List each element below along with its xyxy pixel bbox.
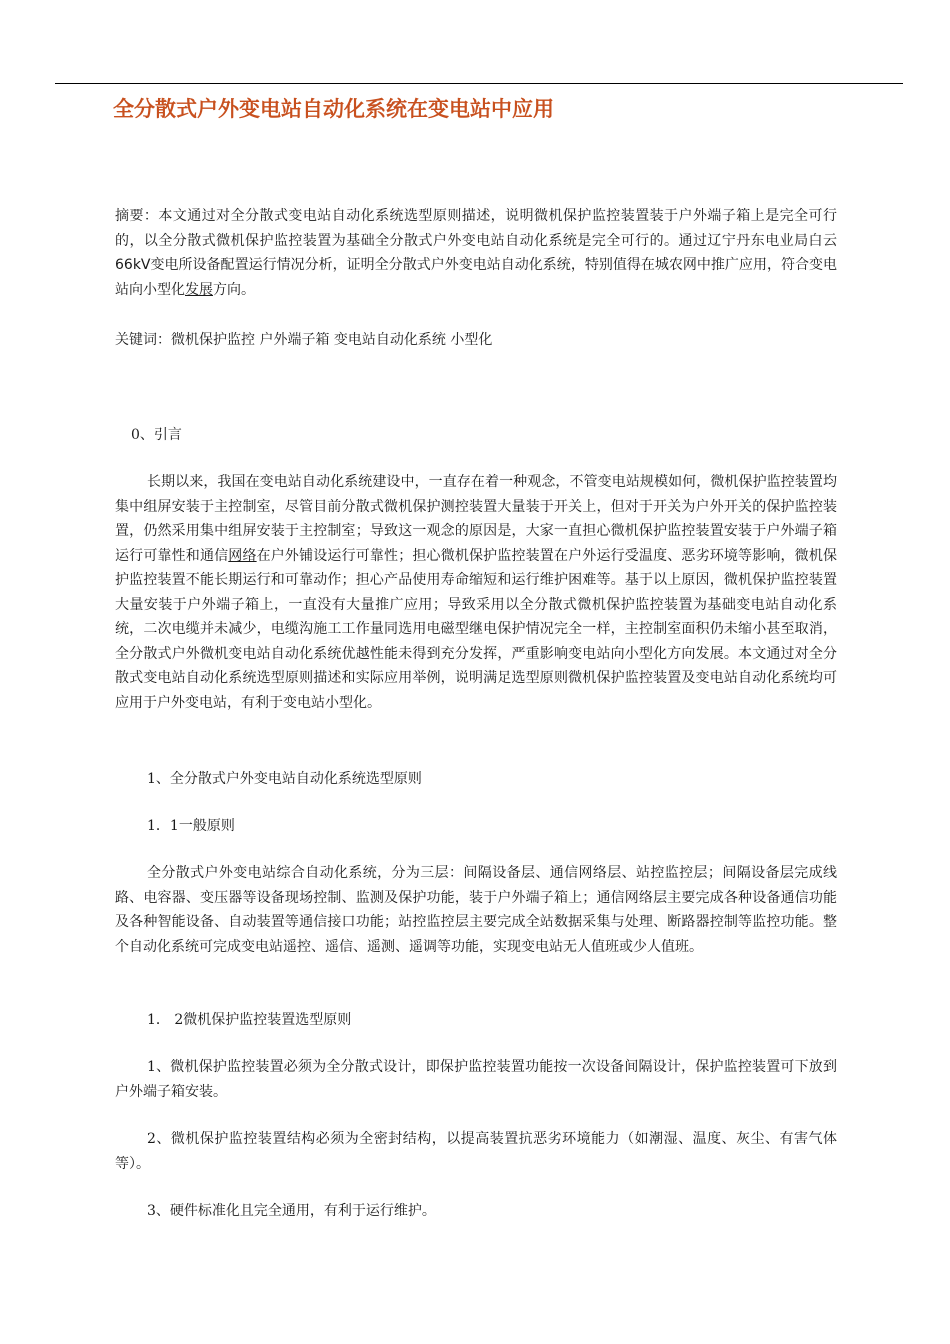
article-title: 全分散式户外变电站自动化系统在变电站中应用 bbox=[113, 97, 554, 121]
section-1-1-paragraph: 全分散式户外变电站综合自动化系统，分为三层：间隔设备层、通信网络层、站控监控层；间隔设备层完成线路、电容器、变压器等设备现场控制、监测及保护功能，装于户外端子箱上；通信网络层主要完成各种设备通信功能及各种智能设备、自动装置等通信接口功能；站控监控层主要完成全站数据采集与处理、断路器控制等监控功能。整个自动化系统可完成变电站遥控、遥信、遥测、遥调等功能，实现变电站无人值班或少人值班。 bbox=[115, 865, 837, 955]
abstract-paragraph bbox=[115, 204, 837, 302]
rule-2-paragraph: 2、微机保护监控装置结构必须为全密封结构，以提高装置抗恶劣环境能力（如潮湿、温度、灰尘、有害气体等）。 bbox=[115, 1131, 837, 1172]
abstract-text-start: 摘要：本文通过对全分散式变电站自动化系统选型原则描述，说明微机保护监控装置装于户外端子箱上是完全可行的，以全分散式微机保护监控装置为基础全分散式户外变电站自动化系统是完全可行的。通过辽宁丹东电业局白云 bbox=[115, 208, 837, 249]
rule-3-paragraph: 3、硬件标准化且完全通用，有利于运行维护。 bbox=[147, 1203, 436, 1219]
rule-1-paragraph: 1、微机保护监控装置必须为全分散式设计，即保护监控装置功能按一次设备间隔设计，保护监控装置可下放到户外端子箱安装。 bbox=[115, 1059, 837, 1100]
section-1-heading: 1、全分散式户外变电站自动化系统选型原则 bbox=[147, 771, 422, 787]
intro-paragraph bbox=[115, 470, 837, 715]
abstract-voltage: 66kV bbox=[115, 257, 151, 273]
intro-heading: 0、引言 bbox=[131, 427, 182, 443]
section-1-1-heading: 1．1一般原则 bbox=[147, 818, 235, 834]
intro-text-start: 长期以来，我国在变电站自动化系统建设中，一直存在着一种观念，不管变电站规模如何，微机保护监控装置均集中组屏安装于主控制室，尽管目前分散式微机保护测控装置大量装于开关上，但对于开关为户外开关的保护监控装置，仍然采用集中组屏安装于主控制室；导致这一观念的原因是，大家一直担心微机保护监控装置安装于户外端子箱运行可靠性和通信 bbox=[115, 474, 837, 564]
abstract-text-end: 方向。 bbox=[213, 281, 255, 298]
section-1-2-heading: 1． 2微机保护监控装置选型原则 bbox=[147, 1012, 352, 1028]
header-rule bbox=[55, 83, 903, 84]
abstract-text-middle: 变电所设备配置运行情况分析，证明全分散式户外变电站自动化系统，特别值得在城农网中推广应用，符合变电站向小型化 bbox=[115, 257, 837, 298]
keywords-line: 关键词：微机保护监控 户外端子箱 变电站自动化系统 小型化 bbox=[115, 332, 493, 348]
intro-network-link[interactable]: 网络 bbox=[228, 547, 257, 564]
intro-text-end: 在户外铺设运行可靠性；担心微机保护监控装置在户外运行受温度、恶劣环境等影响，微机保护监控装置不能长期运行和可靠动作；担心产品使用寿命缩短和运行维护困难等。基于以上原因，微机保护监控装置大量安装于户外端子箱上，一直没有大量推广应用；导致采用以全分散式微机保护监控装置为基础变电站自动化系统，二次电缆并未减少，电缆沟施工工作量同选用电磁型继电保护情况完全一样，主控制室面积仍未缩小甚至取消，全分散式户外微机变电站自动化系统优越性能未得到充分发挥，严重影响变电站向小型化方向发展。本文通过对全分散式变电站自动化系统选型原则描述和实际应用举例，说明满足选型原则微机保护监控装置及变电站自动化系统均可应用于户外变电站，有利于变电站小型化。 bbox=[115, 547, 838, 711]
abstract-development-link[interactable]: 发展 bbox=[185, 281, 213, 298]
